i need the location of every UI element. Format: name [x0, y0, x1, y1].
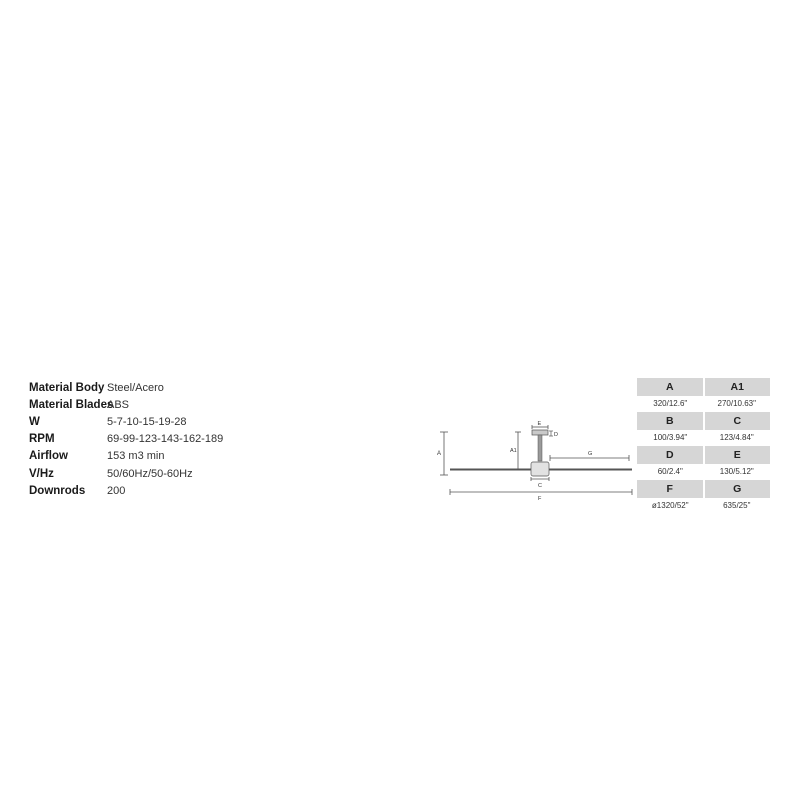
dimension-value: ø1320/52" [651, 501, 689, 510]
dimension-value: 60/2.4" [657, 467, 683, 476]
spec-row-material-blades [29, 396, 289, 413]
spec-label: Downrods [29, 484, 86, 497]
spec-list [29, 379, 289, 499]
spec-value: 200 [107, 484, 126, 497]
spec-value: 153 m3 min [107, 450, 165, 463]
dimension-f [450, 489, 632, 495]
dimension-table [637, 378, 770, 514]
spec-row-downrods [29, 482, 289, 499]
dimension-d [549, 431, 553, 436]
dimension-value-row [637, 430, 770, 445]
dimension-header-row [637, 480, 770, 498]
label-a1: A1 [510, 448, 517, 454]
dimension-header-row [637, 412, 770, 430]
label-f: F [538, 496, 542, 502]
dimension-a [440, 432, 448, 475]
dimension-c [531, 477, 549, 481]
spec-label: Material Blades [29, 398, 114, 411]
fan-canopy [532, 430, 548, 435]
label-a: A [437, 451, 442, 457]
dimension-header: B [637, 412, 703, 430]
spec-value: 50/60Hz/50-60Hz [107, 467, 193, 480]
dimension-value: 130/5.12" [719, 467, 754, 476]
dimension-header: F [637, 480, 703, 498]
dimension-header: E [703, 446, 771, 464]
spec-label: V/Hz [29, 467, 54, 480]
spec-row-vhz [29, 465, 289, 482]
spec-label: Material Body [29, 381, 105, 394]
fan-dimension-diagram [430, 415, 635, 505]
dimension-header-row [637, 378, 770, 396]
dimension-value: 100/3.94" [653, 433, 688, 442]
dimension-header: C [703, 412, 771, 430]
fan-motor [531, 462, 549, 476]
spec-row-w [29, 413, 289, 430]
label-e: E [537, 421, 542, 427]
dimension-value: 123/4.84" [719, 433, 754, 442]
dimension-value-row [637, 498, 770, 513]
dimension-header: G [703, 480, 771, 498]
dimension-header: D [637, 446, 703, 464]
dimension-value-row [637, 464, 770, 479]
spec-value: 5-7-10-15-19-28 [107, 415, 187, 428]
label-c: C [538, 483, 542, 489]
spec-value: 69-99-123-143-162-189 [107, 433, 224, 446]
dimension-header-row [637, 446, 770, 464]
label-d: D [554, 432, 558, 438]
spec-label: W [29, 415, 40, 428]
dimension-value-row [637, 396, 770, 411]
dimension-value: 635/25" [723, 501, 751, 510]
spec-row-rpm [29, 431, 289, 448]
spec-label: Airflow [29, 450, 68, 463]
spec-value: ABS [107, 398, 130, 411]
spec-row-airflow [29, 448, 289, 465]
spec-row-material-body [29, 379, 289, 396]
spec-label: RPM [29, 433, 55, 446]
dimension-value: 320/12.6" [653, 399, 688, 408]
label-g: G [588, 451, 593, 457]
dimension-value: 270/10.63" [717, 399, 756, 408]
dimension-header: A [637, 378, 703, 396]
dimension-header: A1 [703, 378, 771, 396]
fan-downrod [538, 435, 542, 461]
spec-value: Steel/Acero [107, 381, 164, 394]
